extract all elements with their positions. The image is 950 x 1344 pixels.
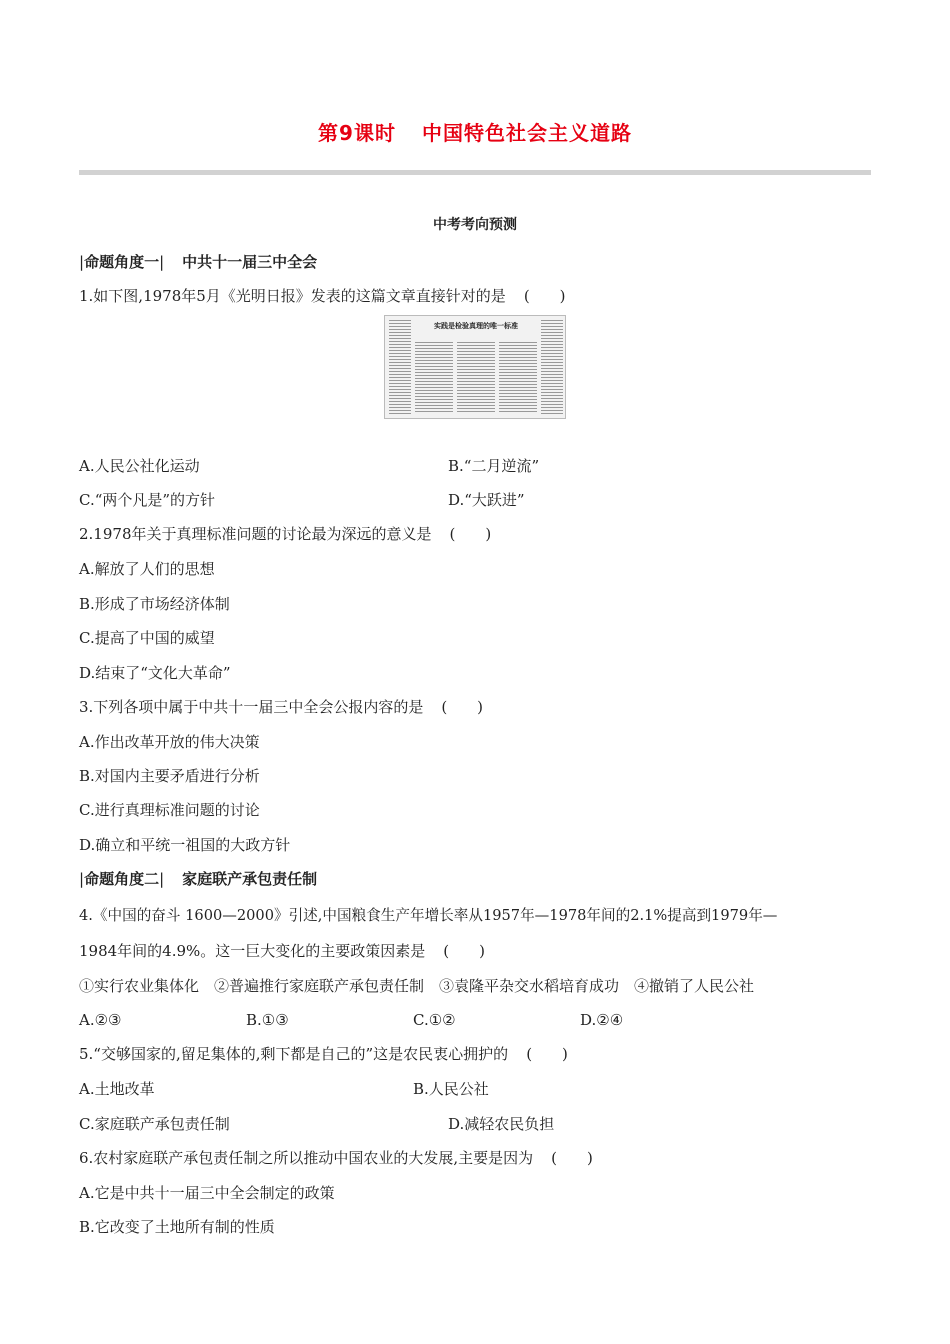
q1-option-c: C.“两个凡是”的方针	[79, 491, 216, 509]
q6-option-b: B.它改变了土地所有制的性质	[79, 1218, 275, 1236]
q2-option-a: A.解放了人们的思想	[79, 560, 215, 578]
q3-option-d: D.确立和平统一祖国的大政方针	[79, 836, 291, 854]
q1-option-d: D.“大跃进”	[448, 491, 525, 509]
q2-option-d: D.结束了“文化大革命”	[79, 664, 231, 682]
newspaper-headline: 实践是检验真理的唯一标准	[434, 322, 518, 330]
q4-option-a: A.②③	[79, 1011, 122, 1029]
q1-stem: 1.如下图,1978年5月《光明日报》发表的这篇文章直接针对的是 ( )	[79, 287, 566, 305]
q4-option-b: B.①③	[246, 1011, 289, 1029]
q4-option-d: D.②④	[580, 1011, 624, 1029]
q3-stem: 3.下列各项中属于中共十一届三中全会公报内容的是 ( )	[79, 698, 484, 716]
angle-two-label: 命题角度二	[84, 870, 160, 888]
q4-option-c: C.①②	[413, 1011, 456, 1029]
q2-option-c: C.提高了中国的威望	[79, 629, 215, 647]
q4-stem-line1: 4.《中国的奋斗 1600—2000》引述,中国粮食生产年增长率从1957年—1978年间的2.1%提高到1979年—	[79, 907, 778, 924]
angle-one-label: 命题角度一	[84, 253, 160, 271]
q1-option-b: B.“二月逆流”	[448, 457, 540, 475]
q6-stem: 6.农村家庭联产承包责任制之所以推动中国农业的大发展,主要是因为 ( )	[79, 1149, 593, 1167]
q5-stem: 5.“交够国家的,留足集体的,剩下都是自己的”这是农民衷心拥护的 ( )	[79, 1045, 568, 1063]
q5-option-d: D.减轻农民负担	[448, 1115, 555, 1133]
q5-option-c: C.家庭联产承包责任制	[79, 1115, 230, 1133]
angle-one-topic: 中共十一届三中全会	[182, 253, 318, 271]
lesson-topic: 中国特色社会主义道路	[421, 121, 632, 145]
q5-option-b: B.人民公社	[413, 1080, 489, 1098]
q3-option-a: A.作出改革开放的伟大决策	[79, 733, 260, 751]
q4-items: ①实行农业集体化 ②普遍推行家庭联产承包责任制 ③袁隆平杂交水稻培育成功 ④撤销了人民公社	[79, 977, 755, 995]
q1-option-a: A.人民公社化运动	[79, 457, 200, 475]
q6-option-a: A.它是中共十一届三中全会制定的政策	[79, 1184, 335, 1202]
q2-option-b: B.形成了市场经济体制	[79, 595, 230, 613]
q5-option-a: A.土地改革	[79, 1080, 155, 1098]
lesson-number: 第9课时	[318, 121, 396, 145]
q4-stem-line2: 1984年间的4.9%。这一巨大变化的主要政策因素是 ( )	[79, 942, 486, 960]
title-divider	[79, 170, 871, 175]
q3-option-b: B.对国内主要矛盾进行分析	[79, 767, 260, 785]
q3-option-c: C.进行真理标准问题的讨论	[79, 801, 260, 819]
angle-two-topic: 家庭联产承包责任制	[182, 870, 318, 888]
section-heading: 中考考向预测	[433, 217, 517, 233]
q2-stem: 2.1978年关于真理标准问题的讨论最为深远的意义是 ( )	[79, 525, 492, 543]
angle-one-heading: |命题角度一| 中共十一届三中全会	[79, 253, 318, 271]
angle-two-heading: |命题角度二| 家庭联产承包责任制	[79, 870, 318, 888]
lesson-title	[0, 117, 950, 146]
newspaper-image	[384, 315, 566, 419]
